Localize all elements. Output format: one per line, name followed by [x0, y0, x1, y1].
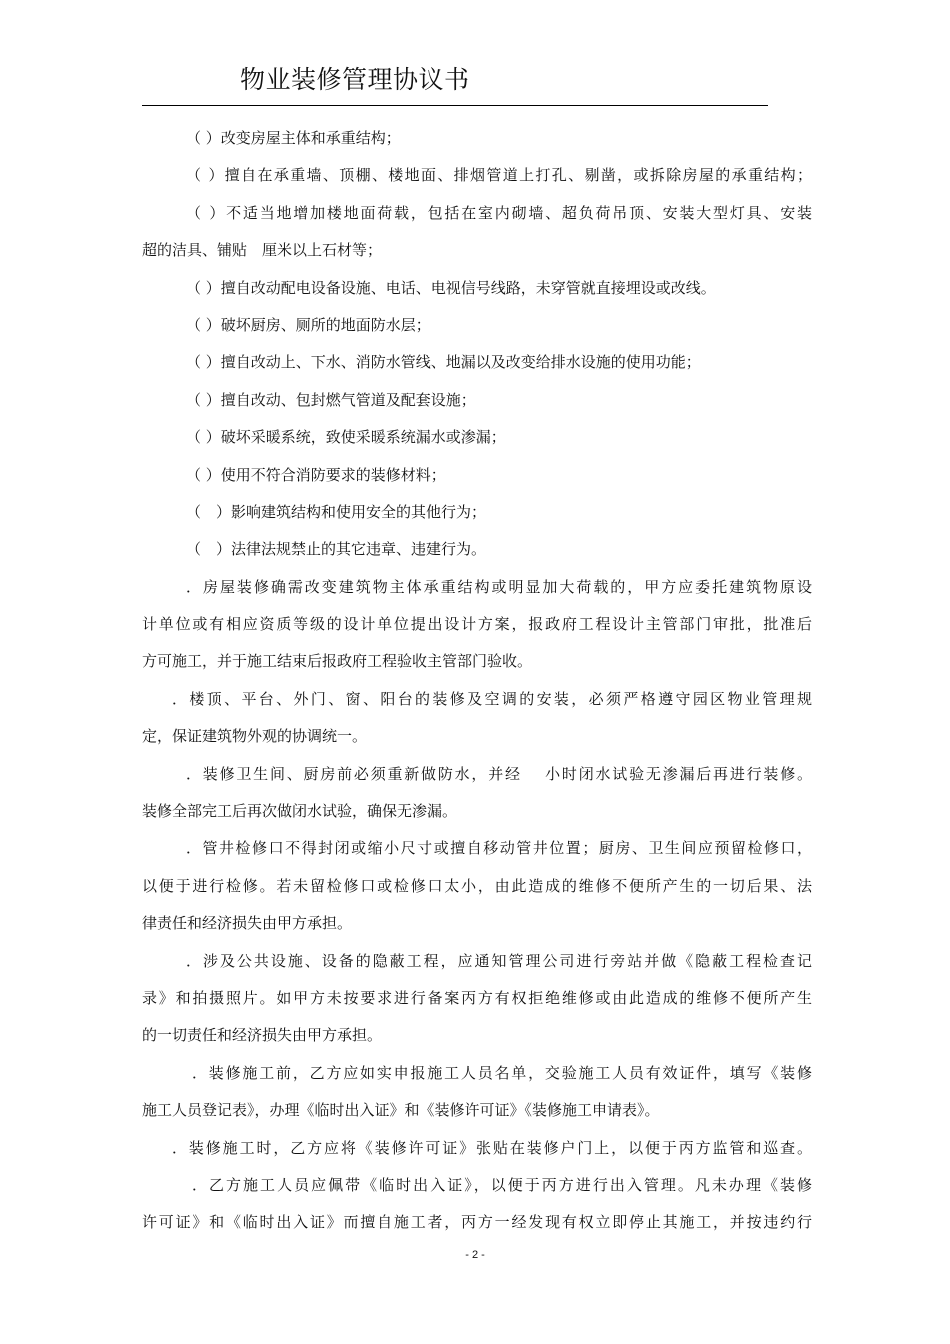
body-text-line: （ ）法律法规禁止的其它违章、违建行为。: [186, 540, 487, 559]
body-text-line: （ ）擅自改动上、下水、消防水管线、地漏以及改变给排水设施的使用功能；: [186, 353, 701, 372]
body-text-line: 超的洁具、铺贴 厘米以上石材等；: [142, 241, 383, 260]
body-text-line: 的一切责任和经济损失由甲方承担。: [142, 1026, 383, 1045]
body-text-line: ．房屋装修确需改变建筑物主体承重结构或明显加大荷载的，甲方应委托建筑物原设: [186, 577, 812, 596]
body-text-line: （ ）破坏厨房、厕所的地面防水层；: [186, 315, 431, 334]
body-text-line: （ ）使用不符合消防要求的装修材料；: [186, 465, 446, 484]
body-text-line: （ ）擅自改动、包封燃气管道及配套设施；: [186, 390, 476, 409]
body-text-line: （ ）影响建筑结构和使用安全的其他行为；: [186, 502, 487, 521]
body-text-line: 施工人员登记表》，办理《临时出入证》和《装修许可证》《装修施工申请表》。: [142, 1101, 660, 1120]
body-text-line: ．涉及公共设施、设备的隐蔽工程，应通知管理公司进行旁站并做《隐蔽工程检查记: [186, 951, 812, 970]
body-text-line: 方可施工，并于施工结束后报政府工程验收主管部门验收。: [142, 652, 533, 671]
body-text-line: ．装修施工时，乙方应将《装修许可证》张贴在装修户门上，以便于丙方监管和巡查。: [172, 1138, 812, 1157]
body-text-line: 许可证》和《临时出入证》而擅自施工者，丙方一经发现有权立即停止其施工，并按违约行: [142, 1213, 812, 1232]
body-text-line: 装修全部完工后再次做闭水试验，确保无渗漏。: [142, 802, 458, 821]
body-text-line: ．管井检修口不得封闭或缩小尺寸或擅自移动管井位置；厨房、卫生间应预留检修口，: [186, 839, 812, 858]
body-text-line: （ ）改变房屋主体和承重结构；: [186, 129, 401, 147]
body-text-line: （ ）破坏采暖系统，致使采暖系统漏水或渗漏；: [186, 428, 506, 447]
document-body: [142, 120, 812, 1242]
page-number: - 2 -: [465, 1249, 485, 1261]
body-text-line: 录》和拍摄照片。如甲方未按要求进行备案丙方有权拒绝维修或由此造成的维修不便所产生: [142, 988, 812, 1007]
document-title: 物业装修管理协议书: [240, 65, 470, 94]
title-underline: [142, 105, 768, 106]
body-text-line: 律责任和经济损失由甲方承担。: [142, 914, 353, 933]
body-text-line: ．装修施工前，乙方应如实申报施工人员名单，交验施工人员有效证件，填写《装修: [192, 1063, 812, 1082]
body-text-line: 定，保证建筑物外观的协调统一。: [142, 727, 368, 746]
body-text-line: 计单位或有相应资质等级的设计单位提出设计方案，报政府工程设计主管部门审批，批准后: [142, 615, 812, 634]
body-text-line: （ ）擅自改动配电设备设施、电话、电视信号线路，未穿管就直接埋设或改线。: [186, 278, 716, 297]
body-text-line: （ ）不适当地增加楼地面荷载，包括在室内砌墙、超负荷吊顶、安装大型灯具、安装: [186, 203, 812, 222]
body-text-line: 以便于进行检修。若未留检修口或检修口太小，由此造成的维修不便所产生的一切后果、法: [142, 876, 812, 895]
body-text-line: （ ）擅自在承重墙、顶棚、楼地面、排烟管道上打孔、剔凿，或拆除房屋的承重结构；: [186, 166, 812, 185]
body-text-line: ．装修卫生间、厨房前必须重新做防水，并经 小时闭水试验无渗漏后再进行装修。: [186, 764, 812, 783]
body-text-line: ．楼顶、平台、外门、窗、阳台的装修及空调的安装，必须严格遵守园区物业管理规: [172, 689, 812, 708]
body-text-line: ．乙方施工人员应佩带《临时出入证》，以便于丙方进行出入管理。凡未办理《装修: [192, 1175, 812, 1194]
